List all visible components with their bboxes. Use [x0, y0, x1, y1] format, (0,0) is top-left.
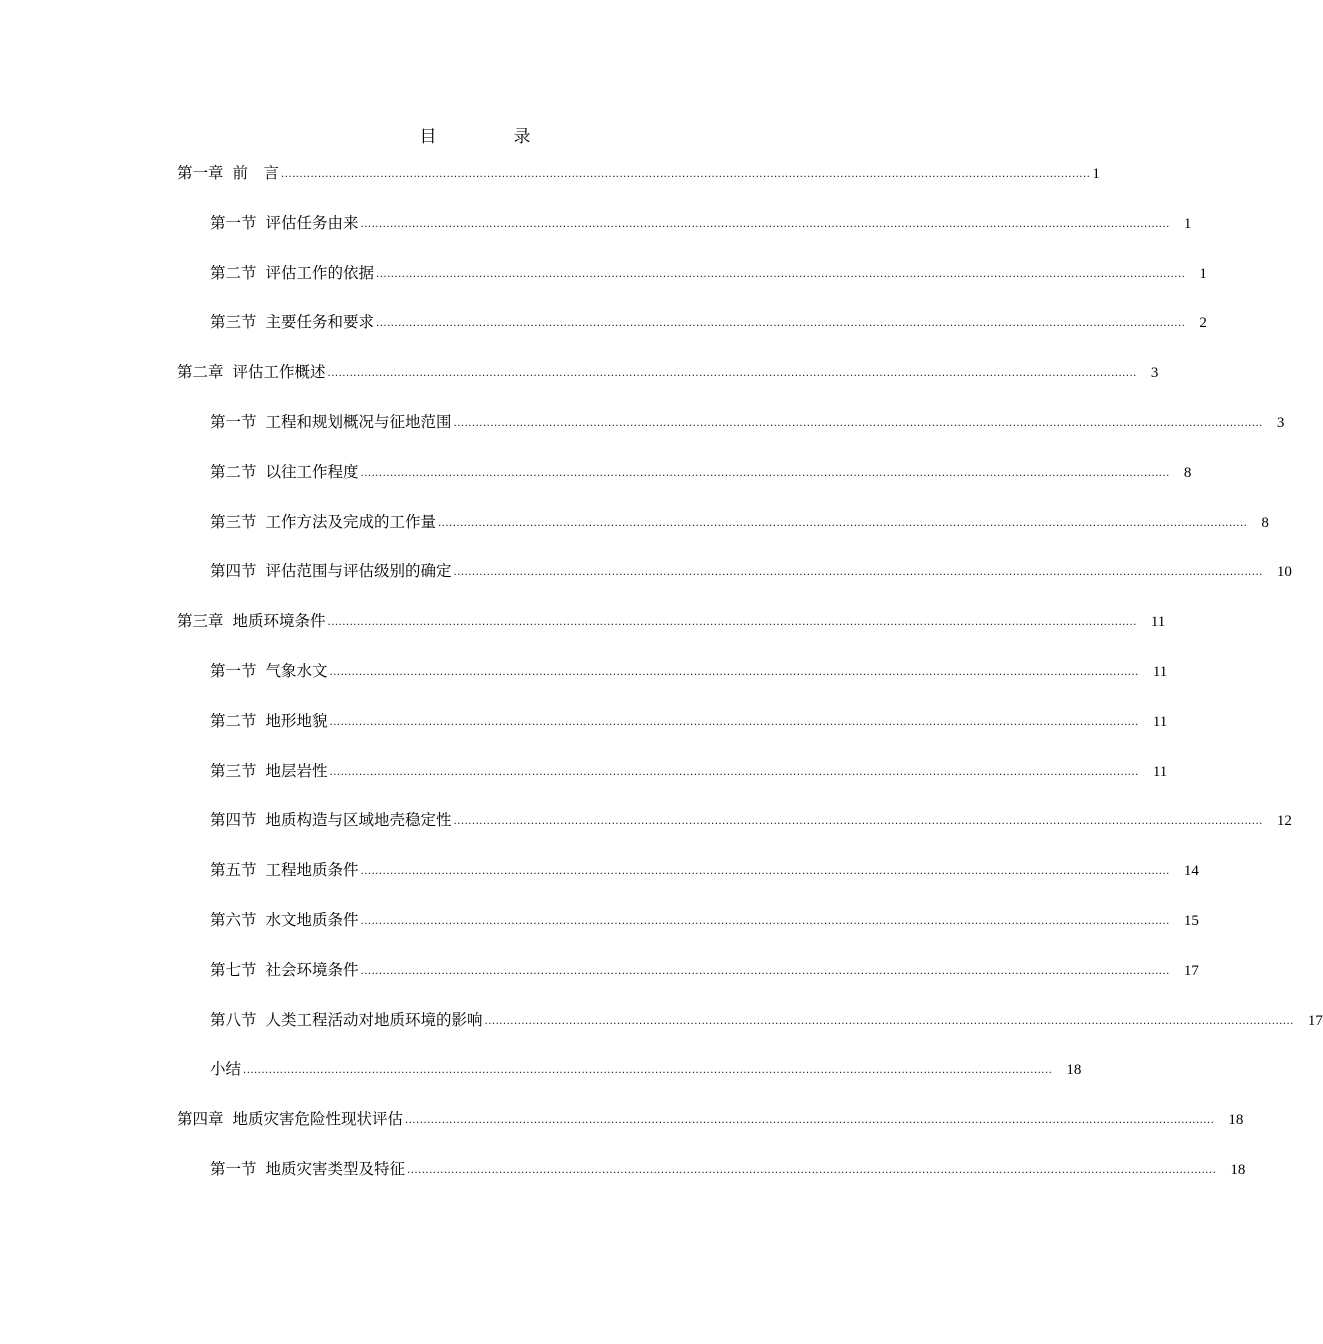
- toc-entry-number: 第一节: [210, 662, 257, 680]
- toc-dot-leader: ............................................................................................................................................................................................................................: [360, 866, 1170, 878]
- toc-page-number: 1: [1199, 265, 1207, 282]
- toc-entry-text: 工作方法及完成的工作量: [265, 512, 437, 531]
- toc-dot-leader: ............................................................................................................................................................................................................................: [405, 1115, 1215, 1127]
- toc-entry[interactable]: [210, 758, 1168, 784]
- toc-page-number: 3: [1150, 365, 1159, 382]
- toc-page-number: 11: [1150, 614, 1166, 631]
- toc-entry[interactable]: [177, 1106, 1244, 1132]
- toc-dot-leader: ............................................................................................................................................................................................................................: [243, 1065, 1053, 1077]
- toc-entry-label: [210, 957, 359, 983]
- toc-entry[interactable]: [210, 210, 1192, 236]
- toc-entry-number: 第四章: [177, 1110, 224, 1129]
- toc-entry[interactable]: [210, 260, 1207, 286]
- toc-entry-text: 工程和规划概况与征地范围: [265, 413, 452, 431]
- toc-entry-number: 第六节: [210, 911, 257, 929]
- toc-entry-number: 第八节: [210, 1010, 257, 1029]
- toc-page-number: 12: [1276, 813, 1292, 830]
- toc-page-number: 18: [1230, 1162, 1246, 1178]
- toc-entry-label: [177, 1106, 403, 1132]
- toc-title: 目 录: [419, 127, 561, 147]
- toc-entry-number: 第四节: [210, 811, 257, 830]
- toc-entry-label: [210, 260, 374, 286]
- toc-page-number: 17: [1307, 1012, 1323, 1029]
- toc-entry[interactable]: [210, 857, 1199, 883]
- toc-dot-leader: ............................................................................................................................................................................................................................: [360, 467, 1170, 479]
- toc-page-number: 14: [1183, 863, 1199, 880]
- toc-entry-text: 评估范围与评估级别的确定: [265, 562, 452, 581]
- toc-entry[interactable]: [210, 1156, 1246, 1182]
- toc-entry-number: 第三节: [210, 761, 257, 780]
- toc-entry-label: [177, 359, 326, 385]
- toc-entry[interactable]: [210, 957, 1199, 983]
- toc-dot-leader: ............................................................................................................................................................................................................................: [453, 567, 1263, 579]
- toc-entry-text: 气象水文: [265, 662, 328, 680]
- toc-entry[interactable]: [177, 359, 1159, 385]
- toc-dot-leader: ............................................................................................................................................................................................................................: [453, 816, 1263, 828]
- toc-entry-number: 第二节: [210, 263, 257, 282]
- toc-entry-number: 第三章: [177, 612, 224, 631]
- toc-entry-number: 第二节: [210, 711, 257, 730]
- toc-entry-text: 地形地貌: [265, 711, 328, 730]
- toc-entry[interactable]: [177, 608, 1166, 634]
- toc-page-number: 1: [1183, 215, 1192, 232]
- toc-entry-text: 前 言: [232, 164, 280, 182]
- toc-entry-text: 工程地质条件: [265, 861, 359, 880]
- toc-page-number: 17: [1183, 962, 1199, 979]
- toc-entry-text: 人类工程活动对地质环境的影响: [265, 1010, 483, 1029]
- toc-page-number: 11: [1152, 713, 1168, 730]
- toc-entry-label: [210, 1056, 241, 1082]
- toc-page-number: 8: [1261, 514, 1269, 531]
- toc-entry-label: [210, 1156, 405, 1182]
- toc-dot-leader: ............................................................................................................................................................................................................................: [360, 916, 1170, 927]
- toc-entry[interactable]: [210, 807, 1292, 833]
- toc-entry-text: 地质灾害危险性现状评估: [232, 1110, 404, 1129]
- toc-entry[interactable]: [210, 1007, 1323, 1033]
- toc-entry-label: [210, 907, 359, 933]
- toc-entry-text: 水文地质条件: [265, 911, 359, 929]
- toc-entry-text: 评估工作的依据: [265, 263, 375, 282]
- toc-dot-leader: ............................................................................................................................................................................................................................: [407, 1165, 1217, 1176]
- toc-entry-text: 地质环境条件: [232, 612, 326, 631]
- toc-entry[interactable]: [210, 509, 1269, 535]
- toc-page-number: 10: [1276, 564, 1292, 581]
- toc-entry-text: 以往工作程度: [265, 462, 359, 481]
- toc-page-number: 15: [1183, 913, 1199, 929]
- toc-entry-label: [210, 509, 436, 535]
- toc-entry-text: 主要任务和要求: [265, 313, 375, 332]
- toc-entry-label: [210, 309, 374, 335]
- toc-entry-text: 社会环境条件: [265, 960, 359, 979]
- toc-dot-leader: ............................................................................................................................................................................................................................: [438, 517, 1248, 529]
- toc-entry-number: 第一节: [210, 213, 257, 232]
- toc-entry-text: 小结: [210, 1060, 242, 1079]
- toc-entry-label: [177, 608, 326, 634]
- toc-dot-leader: ............................................................................................................................................................................................................................: [376, 318, 1186, 330]
- toc-entry-label: [210, 558, 452, 584]
- toc-entry-number: 第二节: [210, 462, 257, 481]
- toc-entry-text: 评估任务由来: [265, 213, 359, 232]
- toc-entry-text: 评估工作概述: [232, 363, 326, 382]
- toc-entry[interactable]: [210, 409, 1285, 435]
- toc-entry-text: 地层岩性: [265, 761, 328, 780]
- toc-entry-number: 第七节: [210, 960, 257, 979]
- toc-entry-label: [210, 409, 452, 435]
- toc-dot-leader: ............................................................................................................................................................................................................................: [327, 368, 1137, 380]
- toc-entry-label: [210, 210, 359, 236]
- toc-entry[interactable]: [210, 708, 1168, 734]
- toc-entry-label: [210, 459, 359, 485]
- toc-entry-number: 第三节: [210, 313, 257, 332]
- toc-entry[interactable]: [177, 160, 1100, 186]
- toc-entry-number: 第一节: [210, 1160, 257, 1178]
- toc-dot-leader: ............................................................................................................................................................................................................................: [329, 766, 1139, 778]
- toc-dot-leader: ............................................................................................................................................................................................................................: [327, 617, 1137, 629]
- toc-entry[interactable]: [210, 907, 1199, 933]
- toc-dot-leader: ............................................................................................................................................................................................................................: [484, 1015, 1294, 1027]
- toc-dot-leader: ............................................................................................................................................................................................................................: [360, 965, 1170, 977]
- toc-page-number: 1: [1092, 166, 1100, 182]
- toc-entry[interactable]: [210, 658, 1168, 684]
- toc-page-number: 8: [1183, 464, 1192, 481]
- toc-dot-leader: ............................................................................................................................................................................................................................: [329, 716, 1139, 728]
- toc-entry-label: [210, 1007, 483, 1033]
- toc-dot-leader: ............................................................................................................................................................................................................................: [360, 218, 1170, 230]
- toc-dot-leader: ............................................................................................................................................................................................................................: [281, 169, 1091, 180]
- toc-entry-number: 第四节: [210, 562, 257, 581]
- toc-entry-label: [210, 658, 328, 684]
- toc-entry-text: 地质灾害类型及特征: [265, 1160, 406, 1178]
- toc-page-number: 3: [1276, 415, 1285, 431]
- toc-entry-label: [210, 857, 359, 883]
- toc-page-number: 18: [1228, 1112, 1244, 1129]
- toc-page-number: 11: [1152, 664, 1168, 680]
- toc-page-number: 11: [1152, 763, 1168, 780]
- toc-entry-label: [177, 160, 279, 186]
- toc-dot-leader: ............................................................................................................................................................................................................................: [376, 268, 1186, 280]
- toc-entry-label: [210, 708, 328, 734]
- toc-dot-leader: ............................................................................................................................................................................................................................: [453, 418, 1263, 429]
- toc-entry-number: 第二章: [177, 363, 224, 382]
- toc-dot-leader: ............................................................................................................................................................................................................................: [329, 667, 1139, 678]
- toc-entry[interactable]: [210, 558, 1292, 584]
- toc-entry-label: [210, 807, 452, 833]
- toc-entry[interactable]: [210, 309, 1207, 335]
- toc-entry-number: 第五节: [210, 861, 257, 880]
- toc-entry-text: 地质构造与区域地壳稳定性: [265, 811, 452, 830]
- toc-page-number: 18: [1066, 1062, 1082, 1079]
- toc-entry[interactable]: [210, 459, 1192, 485]
- toc-entry-number: 第三节: [210, 512, 257, 531]
- toc-entry-label: [210, 758, 328, 784]
- toc-entry-number: 第一章: [177, 164, 224, 182]
- toc-page-number: 2: [1199, 315, 1207, 332]
- toc-entry-number: 第一节: [210, 413, 257, 431]
- toc-entry[interactable]: [210, 1056, 1082, 1082]
